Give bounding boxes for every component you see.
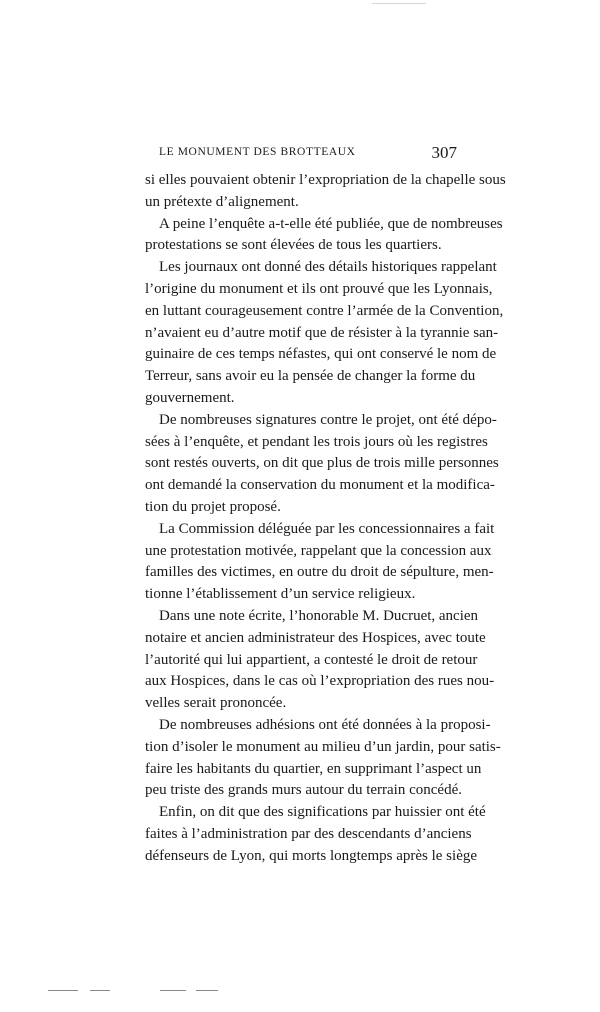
text-line: Enfin, on dit que des significations par huissier ont été	[159, 804, 486, 821]
text-line: De nombreuses signatures contre le projet, ont été dépo-	[159, 411, 497, 428]
text-line: si elles pouvaient obtenir l’expropriation de la chapelle sous	[145, 172, 506, 188]
scan-mark	[90, 990, 110, 991]
text-line: Dans une note écrite, l’honorable M. Ducruet, ancien	[159, 607, 479, 624]
text-line: aux Hospices, dans le cas où l’expropriation des rues nou-	[145, 673, 495, 690]
text-line: une protestation motivée, rappelant que la concession aux	[145, 542, 492, 559]
running-head	[131, 140, 461, 168]
text-line: en luttant courageusement contre l’armée de la Convention,	[145, 302, 504, 319]
text-line: Les journaux ont donné des détails historiques rappelant	[159, 259, 497, 276]
text-line: sées à l’enquête, et pendant les trois jours où les registres	[145, 433, 488, 450]
text-line: n’avaient eu d’autre motif que de résister à la tyrannie san-	[145, 324, 499, 341]
scan-speck	[372, 3, 426, 4]
running-title: LE MONUMENT DES BROTTEAUX	[159, 146, 356, 158]
scan-mark	[160, 990, 186, 991]
page-number: 307	[431, 143, 457, 162]
text-line: sont restés ouverts, on dit que plus de trois mille personnes	[145, 455, 499, 472]
text-line: l’origine du monument et ils ont prouvé que les Lyonnais,	[145, 280, 493, 297]
text-line: La Commission déléguée par les concessionnaires a fait	[159, 520, 495, 537]
text-line: l’autorité qui lui appartient, a contesté le droit de retour	[145, 651, 478, 668]
text-line: velles serait prononcée.	[145, 695, 287, 712]
text-line: notaire et ancien administrateur des Hospices, avec toute	[145, 629, 486, 646]
text-line: un prétexte d’alignement.	[145, 193, 299, 210]
body-text	[145, 170, 506, 868]
text-line: ont demandé la conservation du monument et la modifica-	[145, 477, 495, 494]
text-line: guinaire de ces temps néfastes, qui ont conservé le nom de	[145, 346, 497, 363]
text-line: faites à l’administration par des descendants d’anciens	[145, 825, 472, 842]
text-line: De nombreuses adhésions ont été données à la proposi-	[159, 716, 491, 733]
text-line: Terreur, sans avoir eu la pensée de changer la forme du	[145, 368, 476, 385]
text-line: faire les habitants du quartier, en supprimant l’aspect un	[145, 760, 482, 777]
text-line: protestations se sont élevées de tous les quartiers.	[145, 237, 442, 254]
text-line: défenseurs de Lyon, qui morts longtemps après le siège	[145, 847, 478, 864]
scan-edge-marks	[48, 990, 228, 994]
text-line: familles des victimes, en outre du droit de sépulture, men-	[145, 564, 494, 581]
text-line: gouvernement.	[145, 389, 235, 406]
text-line: tion du projet proposé.	[145, 498, 281, 515]
text-line: tion d’isoler le monument au milieu d’un jardin, pour satis-	[145, 738, 501, 755]
text-line: A peine l’enquête a-t-elle été publiée, que de nombreuses	[159, 215, 503, 232]
text-line: tionne l’établissement d’un service religieux.	[145, 586, 416, 603]
scan-mark	[196, 990, 218, 991]
scan-mark	[48, 990, 78, 991]
text-line: peu triste des grands murs autour du terrain concédé.	[145, 782, 462, 799]
